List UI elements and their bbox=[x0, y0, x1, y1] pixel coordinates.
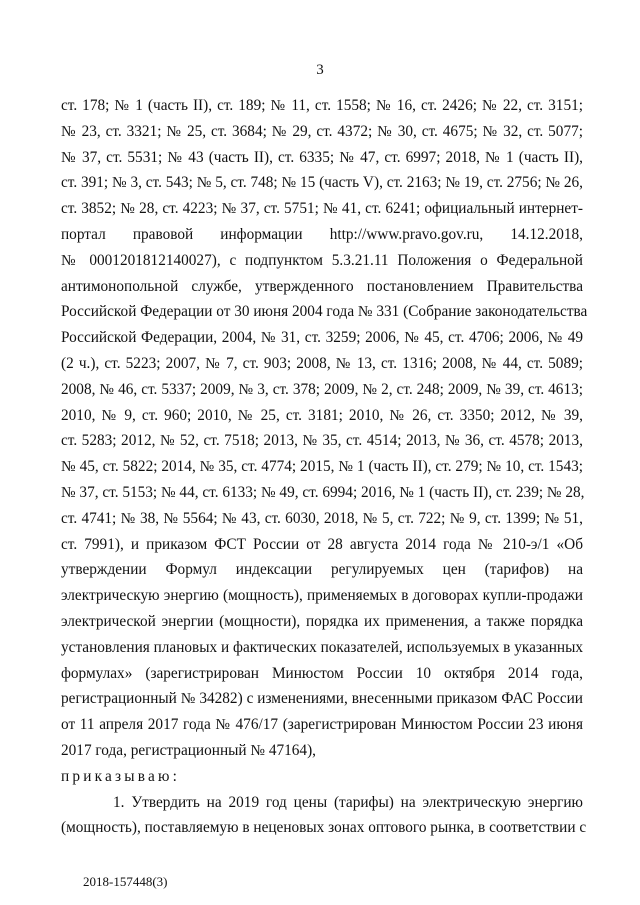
text-line: электрическую энергию (мощность), применяемых в договорах купли-продажи bbox=[61, 587, 583, 605]
numbered-paragraph: 1. Утвердить на 2019 год цены (тарифы) на электрическую энергию bbox=[113, 793, 583, 811]
text-line: № 37, ст. 5153; № 44, ст. 6133; № 49, ст. 6994; 2016, № 1 (часть II), ст. 239; № 28, bbox=[61, 483, 585, 501]
text-line: Российской Федерации, 2004, № 31, ст. 3259; 2006, № 45, ст. 4706; 2006, № 49 bbox=[61, 329, 583, 347]
text-line: 2017 года, регистрационный № 47164), bbox=[61, 741, 316, 759]
text-line: установления плановых и фактических показателей, используемых в указанных bbox=[61, 638, 583, 656]
text-line: 2008, № 46, ст. 5337; 2009, № 3, ст. 378; 2009, № 2, ст. 248; 2009, № 39, ст. 4613; bbox=[61, 380, 583, 398]
text-line: портал правовой информации http://www.pravo.gov.ru, 14.12.2018, bbox=[61, 225, 583, 243]
text-line: Российской Федерации от 30 июня 2004 года № 331 (Собрание законодательства bbox=[61, 303, 588, 321]
text-line: (2 ч.), ст. 5223; 2007, № 7, ст. 903; 2008, № 13, ст. 1316; 2008, № 44, ст. 5089; bbox=[61, 354, 583, 372]
text-line: формулах» (зарегистрирован Минюстом России 10 октября 2014 года, bbox=[61, 664, 583, 682]
text-line: № 0001201812140027), с подпунктом 5.3.21.11 Положения о Федеральной bbox=[61, 251, 583, 269]
text-line: 2010, № 9, ст. 960; 2010, № 25, ст. 3181; 2010, № 26, ст. 3350; 2012, № 39, bbox=[61, 406, 583, 424]
text-line: № 23, ст. 3321; № 25, ст. 3684; № 29, ст. 4372; № 30, ст. 4675; № 32, ст. 5077; bbox=[61, 122, 583, 140]
text-line: № 45, ст. 5822; 2014, № 35, ст. 4774; 2015, № 1 (часть II), ст. 279; № 10, ст. 1543; bbox=[61, 458, 583, 476]
text-line: электрической энергии (мощности), порядка их применения, а также порядка bbox=[61, 612, 583, 630]
text-line: № 37, ст. 5531; № 43 (часть II), ст. 6335; № 47, ст. 6997; 2018, № 1 (часть II), bbox=[61, 148, 583, 166]
page-number: 3 bbox=[316, 62, 324, 78]
text-line: от 11 апреля 2017 года № 476/17 (зарегистрирован Минюстом России 23 июня bbox=[61, 716, 583, 734]
document-footer-id: 2018-157448(3) bbox=[83, 874, 168, 889]
text-line: ст. 391; № 3, ст. 543; № 5, ст. 748; № 15 (часть V), ст. 2163; № 19, ст. 2756; № 26, bbox=[61, 174, 583, 192]
order-heading: приказываю: bbox=[61, 767, 181, 785]
text-line: ст. 4741; № 38, № 5564; № 43, ст. 6030, 2018, № 5, ст. 722; № 9, ст. 1399; № 51, bbox=[61, 509, 583, 527]
text-line: регистрационный № 34282) с изменениями, внесенными приказом ФАС России bbox=[61, 690, 583, 708]
text-line: утверждении Формул индексации регулируемых цен (тарифов) на bbox=[61, 561, 583, 579]
text-line: антимонопольной службе, утвержденного постановлением Правительства bbox=[61, 277, 583, 295]
text-line: (мощность), поставляемую в неценовых зонах оптового рынка, в соответствии с bbox=[61, 819, 587, 837]
text-line: ст. 7991), и приказом ФСТ России от 28 августа 2014 года № 210-э/1 «Об bbox=[61, 535, 583, 553]
text-line: ст. 5283; 2012, № 52, ст. 7518; 2013, № 35, ст. 4514; 2013, № 36, ст. 4578; 2013, bbox=[61, 432, 583, 450]
text-line: ст. 3852; № 28, ст. 4223; № 37, ст. 5751; № 41, ст. 6241; официальный интернет- bbox=[61, 200, 583, 218]
text-line: ст. 178; № 1 (часть II), ст. 189; № 11, ст. 1558; № 16, ст. 2426; № 22, ст. 3151; bbox=[61, 97, 583, 114]
body-text bbox=[61, 93, 588, 841]
